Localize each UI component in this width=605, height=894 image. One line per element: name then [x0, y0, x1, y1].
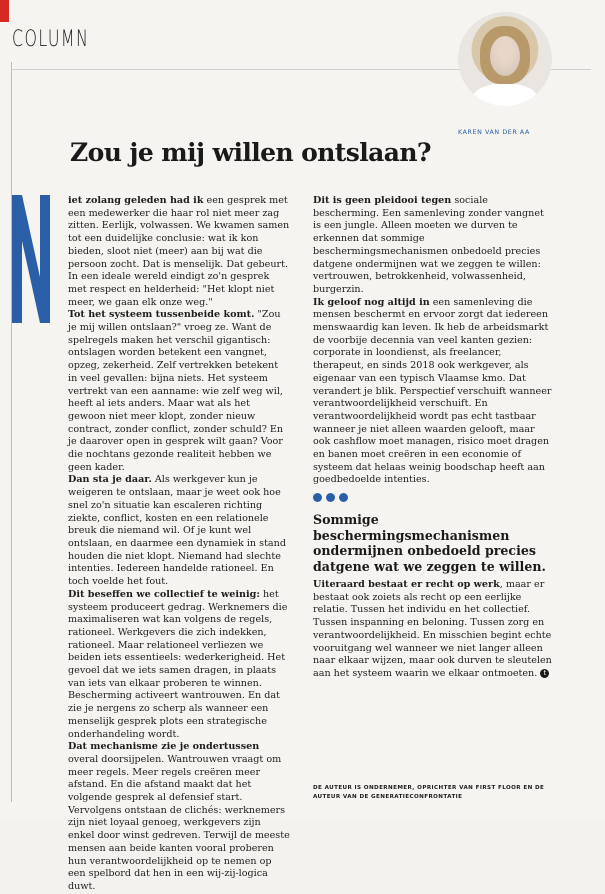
paragraph-lead: Dan sta je daar.	[68, 474, 152, 486]
right-column	[313, 195, 553, 487]
paragraph-lead: Dit beseffen we collectief te weinig:	[68, 588, 260, 600]
paragraph-text: Als werkgever kun je weigeren te ontslaan, maar je weet ook hoe snel zo'n situatie kan escaleren richting ziekte, conflict, kosten en een relationele breuk die niemand wil. Of je kunt wel ontslaan, en daarmee een dynamiek in stand houden die niet klopt. Niemand had slechte intenties. Iedereen handelde rationeel. En toch voelde het fout.	[68, 474, 286, 588]
paragraph-text: een gesprek met een medewerker die haar rol niet meer zag zitten. Eerlijk, volwassen. We kwamen samen tot een duidelijke conclusie: wat ik kon bieden, sloot niet (meer) aan bij wat die persoon zocht. Dat is menselijk. Dat gebeurt. In een ideale wereld eindigt zo'n gesprek met respect en helderheid: "Het klopt niet meer, we gaan elk onze weg."	[68, 195, 290, 308]
paragraph-text: het systeem produceert gedrag. Werknemers die maximaliseren wat kan volgens de regels, rationeel. Werkgevers die zich indekken, rationeel. Maar relationeel verliezen we beiden iets essentieels: wederkerigheid. Het gevoel dat we iets samen dragen, in plaats van iets van elkaar proberen te winnen. Bescherming activeert wantrouwen. En dat zie je nergens zo scherp als wanneer een menselijk gesprek plots een strategische onderhandeling wordt.	[68, 588, 288, 740]
paragraph-lead: iet zolang geleden had ik	[68, 195, 204, 206]
vertical-rule	[11, 62, 12, 802]
end-mark-icon: t	[540, 669, 549, 678]
dot-icon	[339, 493, 348, 502]
paragraph	[313, 195, 553, 297]
author-name: KAREN VAN DER AA	[458, 129, 530, 136]
paragraph-text: "Zou je mij willen ontslaan?" vroeg ze. Want de spelregels maken het verschil gigantisch: ontslagen worden betekent een vangnet, opzeg, zekerheid. Zelf vertrekken betekent in veel gevallen: bijna niets. Het systeem vertrekt van een aanname: wie zelf weg wil, heeft al iets anders. Maar wat als het gewoon niet meer klopt, zonder nieuw contract, zonder conflict, zonder schuld? En je daarover open in gesprek wilt gaan? Voor die nochtans gezonde realiteit hebben we geen kader.	[68, 309, 284, 473]
section-label: COLUMN	[12, 27, 90, 52]
paragraph	[68, 741, 290, 893]
author-footnote: DE AUTEUR IS ONDERNEMER, OPRICHTER VAN FIRST FLOOR EN DE AUTEUR VAN DE GENERATIECONFRONTATIE	[313, 785, 545, 800]
dot-icon	[313, 493, 322, 502]
paragraph	[68, 589, 290, 741]
paragraph	[68, 309, 290, 474]
paragraph	[68, 195, 290, 309]
paragraph-lead: Dit is geen pleidooi tegen	[313, 195, 452, 206]
paragraph-text: een samenleving die mensen beschermt en ervoor zorgt dat iedereen menswaardig kan leven. Ik heb de arbeidsmarkt de voorbije decennia van veel kanten gezien: corporate in loondienst, als freelancer, therapeut, en sinds 2018 ook werkgever, als eigenaar van een typisch Vlaamse kmo. Dat verandert je blik. Perspectief verschuift wanneer verantwoordelijkheid verschuift. En verantwoordelijkheid wordt pas echt tastbaar wanneer je niet alleen waarden gelooft, maar ook cashflow moet managen, risico moet dragen en banen moet creëren in een economie of systeem dat helaas weinig boodschap heeft aan goedbedoelde intenties.	[313, 296, 552, 486]
paragraph-lead: Dat mechanisme zie je ondertussen	[68, 741, 260, 753]
paragraph	[313, 297, 553, 488]
portrait-shirt	[472, 84, 538, 106]
paragraph-text: overal doorsijpelen. Wantrouwen vraagt om meer regels. Meer regels creëren meer afstand. En die afstand maakt dat het volgende gesprek al defensief start. Vervolgens ontstaan de clichés: werknemers zijn niet loyaal genoeg, werkgevers zijn enkel door winst gedreven. Terwijl de meeste mensen aan beide kanten vooral proberen hun verantwoordelijkheid op te nemen op een spelbord dat hen in een wij-zij-logica duwt.	[68, 753, 290, 892]
paragraph-text: , maar er bestaat ook zoiets als recht op een eerlijke relatie. Tussen het individu en het collectief. Tussen inspanning en beloning. Tussen zorg en verantwoordelijkheid. En misschien begint echte vooruitgang wel wanneer we niet langer alleen naar elkaar wijzen, maar ook durven te sleutelen aan het systeem waarin we elkaar ontmoeten.	[313, 579, 552, 679]
pullquote-dots-icon	[313, 493, 348, 502]
paragraph-lead: Ik geloof nog altijd in	[313, 296, 430, 308]
author-portrait	[458, 12, 552, 106]
paragraph-lead: Uiteraard bestaat er recht op werk	[313, 579, 500, 590]
paragraph-text: sociale bescherming. Een samenleving zonder vangnet is een jungle. Alleen moeten we durven te erkennen dat sommige beschermingsmechanismen onbedoeld precies datgene ondermijnen wat we zeggen te willen: vertrouwen, betrokkenheid, volwassenheid, burgerzin.	[313, 195, 544, 295]
paragraph	[313, 579, 553, 681]
paragraph	[68, 474, 290, 588]
dot-icon	[326, 493, 335, 502]
closing-column	[313, 579, 553, 681]
drop-cap-glyph	[12, 195, 50, 323]
drop-cap	[12, 195, 50, 323]
article-title: Zou je mij willen ontslaan?	[70, 138, 431, 167]
portrait-face	[490, 36, 520, 76]
paragraph-lead: Tot het systeem tussenbeide komt.	[68, 309, 255, 321]
section-color-tab	[0, 0, 9, 22]
pull-quote: Sommige beschermingsmechanismen ondermijnen onbedoeld precies datgene wat we zeggen te willen.	[313, 512, 546, 574]
left-column	[68, 195, 290, 894]
